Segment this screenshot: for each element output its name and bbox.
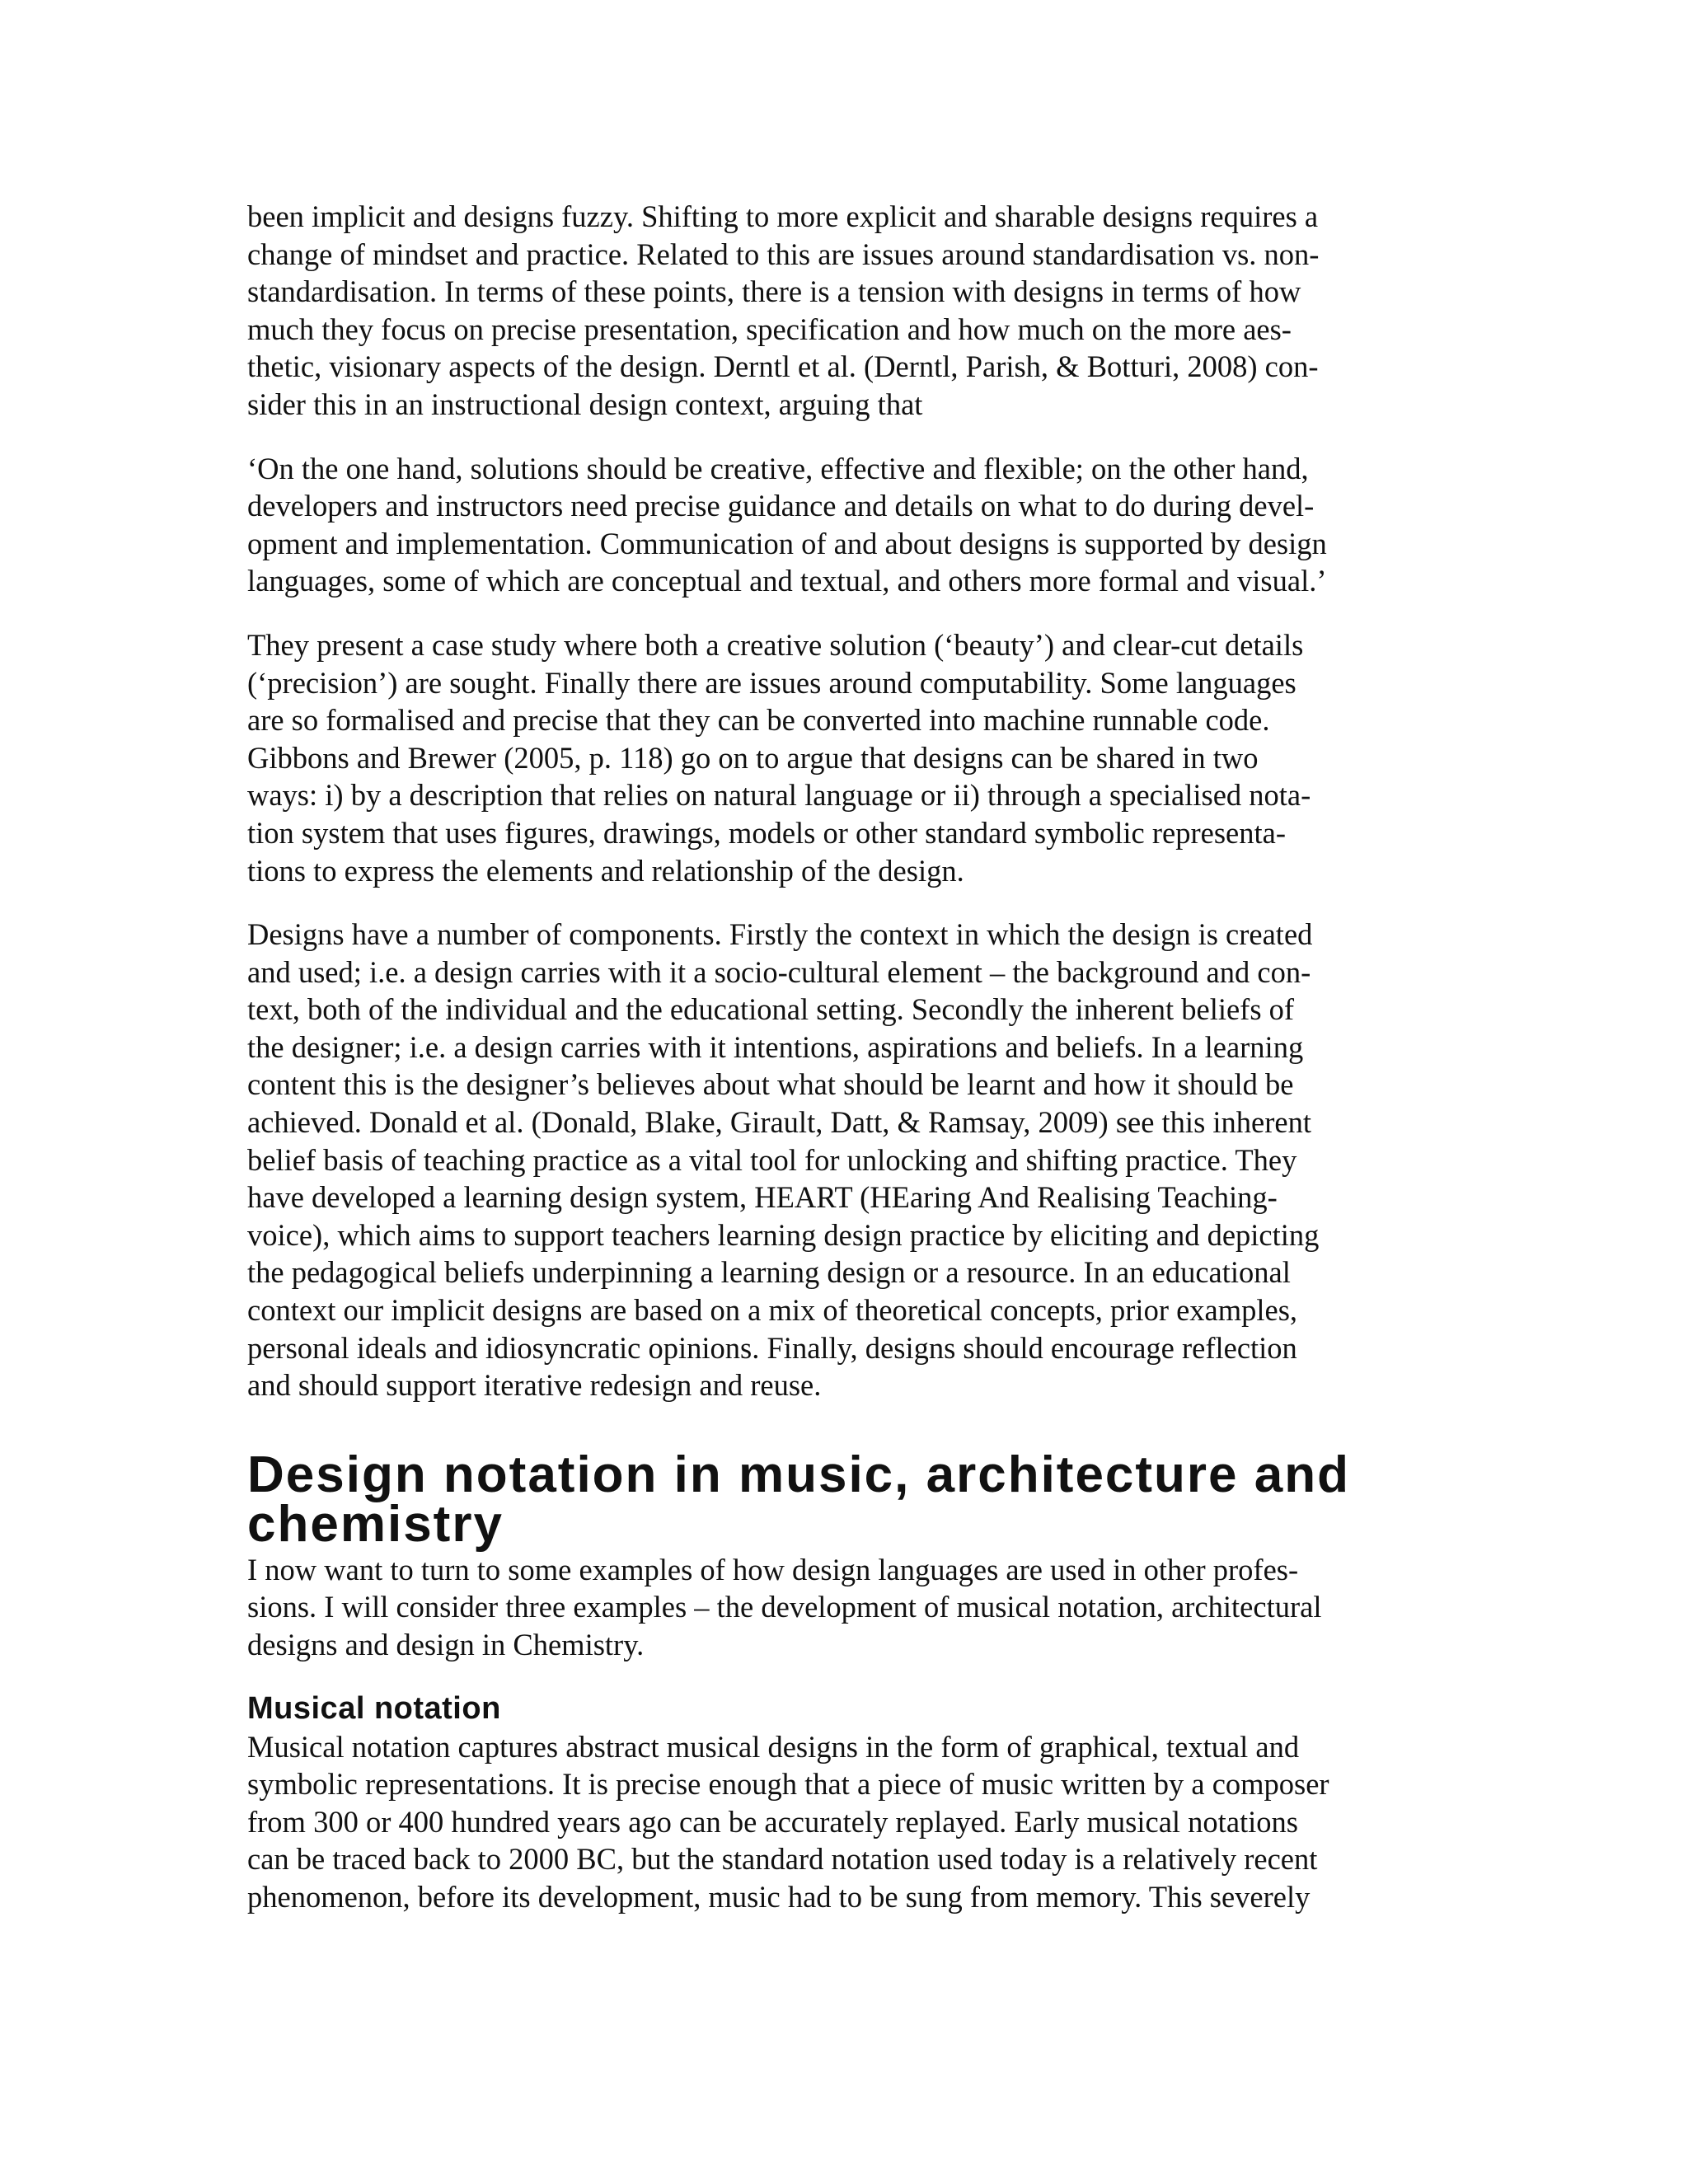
text-line: voice), which aims to support teachers learning design practice by eliciting and depicting	[247, 1217, 1320, 1252]
text-line: can be traced back to 2000 BC, but the standard notation used today is a relatively recent	[247, 1842, 1318, 1877]
subsection-heading: Musical notation	[247, 1690, 501, 1726]
text-line: belief basis of teaching practice as a vital tool for unlocking and shifting practice. They	[247, 1142, 1297, 1177]
text-line: opment and implementation. Communication of and about designs is supported by design	[247, 526, 1327, 560]
text-line: personal ideals and idiosyncratic opinions. Finally, designs should encourage reflection	[247, 1330, 1297, 1365]
text-line: much they focus on precise presentation, specification and how much on the more aes-	[247, 312, 1292, 346]
text-line: the pedagogical beliefs underpinning a learning design or a resource. In an educational	[247, 1255, 1291, 1290]
text-line: I now want to turn to some examples of how design languages are used in other profes-	[247, 1552, 1299, 1586]
section-intro-paragraph	[247, 1551, 1442, 1664]
text-line: are so formalised and precise that they can be converted into machine runnable code.	[247, 703, 1270, 738]
body-paragraph-4	[247, 916, 1442, 1404]
text-line: Musical notation captures abstract musical designs in the form of graphical, textual and	[247, 1729, 1300, 1764]
quote-paragraph	[247, 450, 1442, 600]
section-heading	[247, 1446, 1442, 1553]
text-line: tion system that uses figures, drawings, models or other standard symbolic representa-	[247, 815, 1286, 850]
body-paragraph-1	[247, 198, 1442, 424]
text-line: sions. I will consider three examples – the development of musical notation, architectural	[247, 1590, 1322, 1624]
heading-line: chemistry	[247, 1495, 504, 1553]
text-line: text, both of the individual and the educational setting. Secondly the inherent beliefs of	[247, 992, 1295, 1027]
text-line: standardisation. In terms of these points, there is a tension with designs in terms of how	[247, 274, 1301, 309]
text-line: and should support iterative redesign and reuse.	[247, 1368, 822, 1403]
heading-line: Design notation in music, architecture and	[247, 1446, 1350, 1503]
text-line: context our implicit designs are based on a mix of theoretical concepts, prior examples,	[247, 1293, 1298, 1328]
text-line: the designer; i.e. a design carries with it intentions, aspirations and beliefs. In a learning	[247, 1029, 1304, 1064]
text-line: developers and instructors need precise guidance and details on what to do during devel-	[247, 489, 1315, 523]
text-line: Designs have a number of components. Firstly the context in which the design is created	[247, 917, 1313, 952]
text-line: sider this in an instructional design context, arguing that	[247, 387, 923, 421]
text-line: phenomenon, before its development, music had to be sung from memory. This severely	[247, 1879, 1311, 1914]
body-paragraph-3	[247, 626, 1442, 889]
text-line: tions to express the elements and relationship of the design.	[247, 853, 964, 888]
text-line: thetic, visionary aspects of the design. Derntl et al. (Derntl, Parish, & Botturi, 2008) con-	[247, 349, 1319, 384]
text-line: been implicit and designs fuzzy. Shifting to more explicit and sharable designs requires a	[247, 199, 1319, 233]
text-line: designs and design in Chemistry.	[247, 1628, 645, 1661]
text-line: (‘precision’) are sought. Finally there are issues around computability. Some languages	[247, 665, 1296, 700]
text-line: ‘On the one hand, solutions should be creative, effective and flexible; on the other hand,	[247, 451, 1309, 485]
text-line: change of mindset and practice. Related to this are issues around standardisation vs. non-	[247, 237, 1320, 271]
document-page	[247, 198, 1442, 1943]
text-line: They present a case study where both a creative solution (‘beauty’) and clear-cut details	[247, 627, 1304, 662]
text-line: have developed a learning design system, HEART (HEaring And Realising Teaching-	[247, 1180, 1278, 1215]
text-line: Gibbons and Brewer (2005, p. 118) go on to argue that designs can be shared in two	[247, 740, 1259, 775]
subsection-paragraph	[247, 1728, 1442, 1916]
text-line: languages, some of which are conceptual and textual, and others more formal and visual.’	[247, 564, 1327, 598]
text-line: from 300 or 400 hundred years ago can be accurately replayed. Early musical notations	[247, 1804, 1299, 1839]
text-line: achieved. Donald et al. (Donald, Blake, Girault, Datt, & Ramsay, 2009) see this inherent	[247, 1105, 1311, 1140]
text-line: content this is the designer’s believes about what should be learnt and how it should be	[247, 1067, 1294, 1102]
text-line: ways: i) by a description that relies on natural language or ii) through a specialised nota-	[247, 778, 1311, 813]
text-line: symbolic representations. It is precise enough that a piece of music written by a composer	[247, 1767, 1329, 1802]
text-line: and used; i.e. a design carries with it a socio-cultural element – the background and con-	[247, 954, 1311, 989]
